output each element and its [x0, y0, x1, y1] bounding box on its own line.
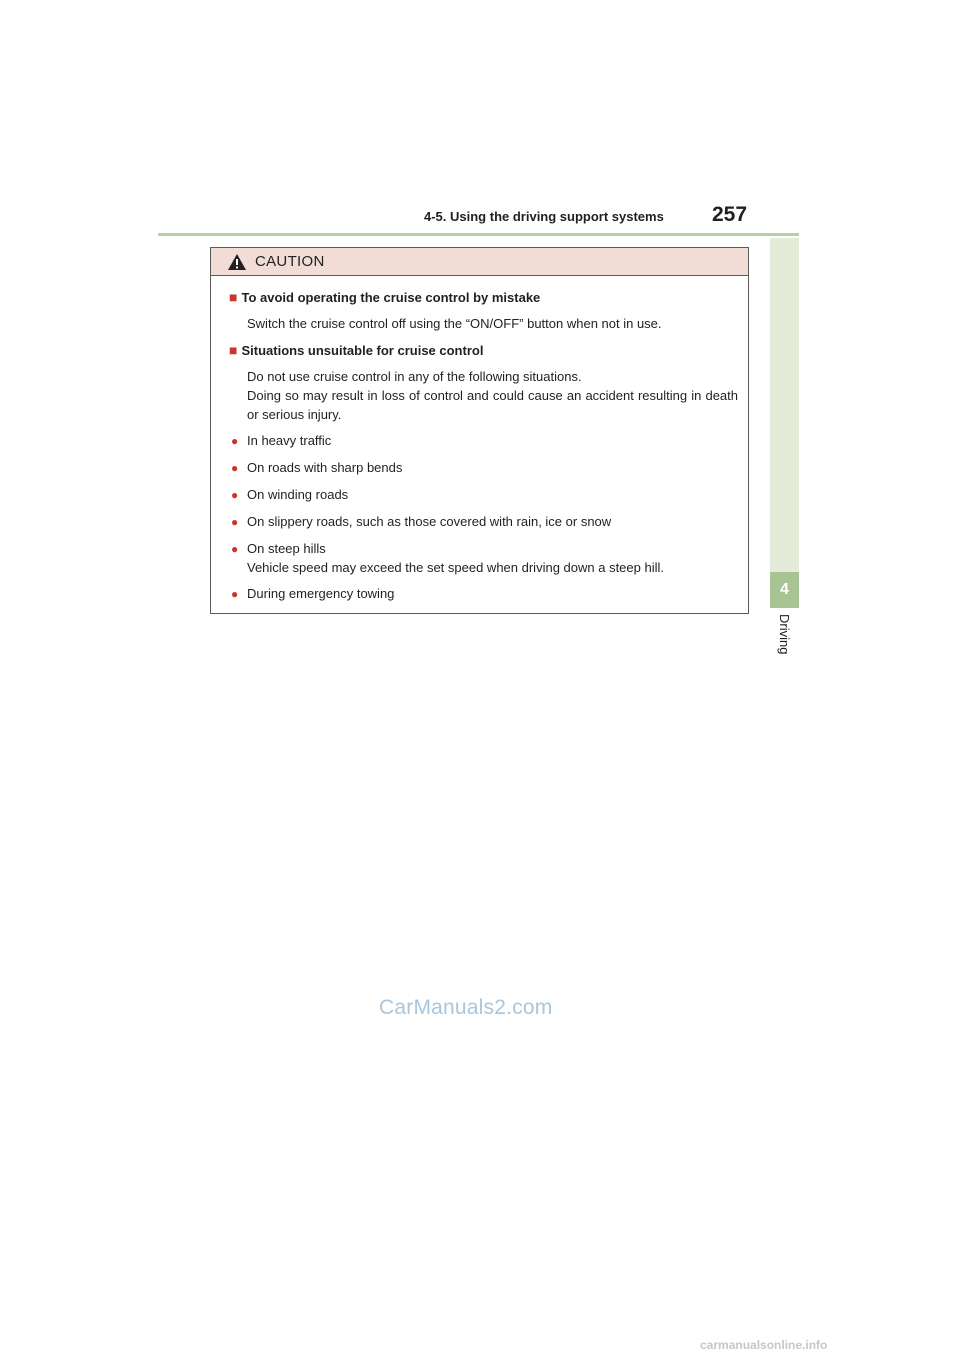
circle-bullet-icon: ●	[231, 461, 239, 475]
caution-header	[211, 248, 748, 276]
circle-bullet-icon: ●	[231, 587, 239, 601]
section-text: Switch the cruise control off using the “ON/OFF” button when not in use.	[247, 316, 662, 331]
square-bullet-icon: ■	[229, 289, 238, 305]
page-number: 257	[712, 203, 748, 226]
section-heading: ■ To avoid operating the cruise control by mistake	[229, 289, 541, 305]
section-title: 4-5. Using the driving support systems	[424, 209, 664, 224]
header-divider	[158, 233, 799, 236]
circle-bullet-icon: ●	[231, 488, 239, 502]
square-bullet-icon: ■	[229, 342, 238, 358]
watermark: CarManuals2.com	[379, 996, 553, 1019]
caution-body	[211, 276, 748, 604]
footer-watermark: carmanualsonline.info	[700, 1338, 828, 1352]
warning-triangle-icon	[227, 253, 247, 271]
circle-bullet-icon: ●	[231, 542, 239, 556]
caution-title: CAUTION	[255, 253, 325, 270]
list-item: ● On steep hills Vehicle speed may exceed the set speed when driving down a steep hill.	[231, 541, 664, 575]
list-item: ● In heavy traffic	[229, 431, 738, 451]
chapter-number: 4	[770, 572, 799, 608]
list-item: ● On slippery roads, such as those covered with rain, ice or snow	[229, 512, 738, 532]
chapter-tab	[770, 238, 799, 608]
list-item: ● On roads with sharp bends	[229, 458, 738, 478]
section-text: Do not use cruise control in any of the following situations. Doing so may result in loss of control and could cause an accident resulting in death or serious injury.	[247, 369, 738, 422]
caution-box	[210, 247, 749, 614]
list-item: ● During emergency towing	[229, 584, 738, 604]
circle-bullet-icon: ●	[231, 515, 239, 529]
list-item: ● On winding roads	[229, 485, 738, 505]
chapter-label: Driving	[777, 614, 792, 655]
section-heading: ■ Situations unsuitable for cruise control	[229, 342, 484, 358]
circle-bullet-icon: ●	[231, 434, 239, 448]
